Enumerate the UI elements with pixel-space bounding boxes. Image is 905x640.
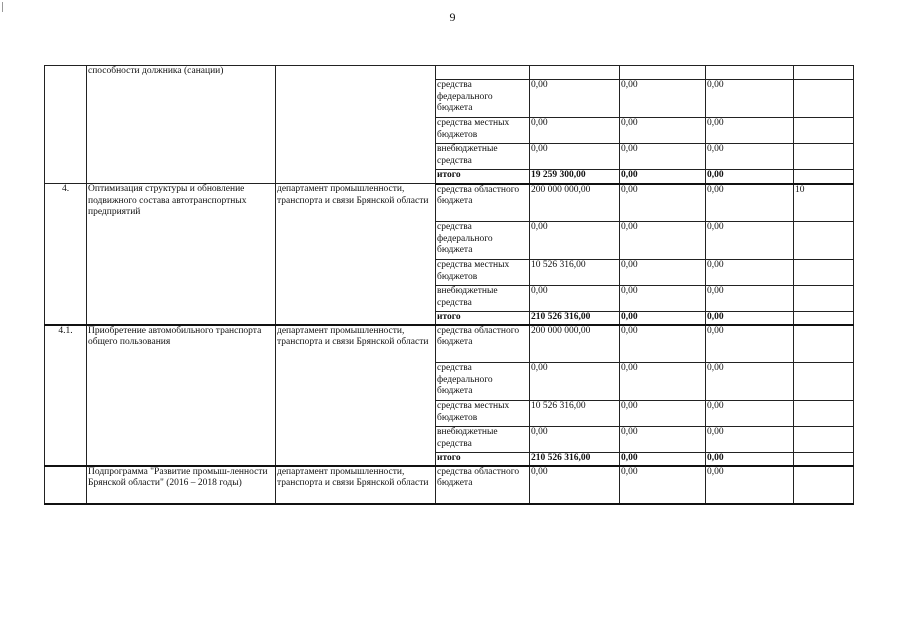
value-cell [794, 325, 854, 363]
funding-source: внебюджетные средства [436, 144, 530, 170]
value-cell: 0,00 [706, 222, 794, 260]
value-cell: 10 526 316,00 [530, 401, 620, 427]
value-cell: 10 526 316,00 [530, 260, 620, 286]
value-cell [794, 466, 854, 504]
funding-source: внебюджетные средства [436, 286, 530, 312]
value-cell: 0,00 [530, 118, 620, 144]
value-cell [794, 222, 854, 260]
row-number [45, 466, 87, 504]
value-cell: 0,00 [530, 427, 620, 453]
executor: департамент промышленности, транспорта и связи Брянской области [276, 325, 436, 466]
value-cell: 0,00 [706, 80, 794, 118]
value-cell: 0,00 [530, 144, 620, 170]
value-cell: 10 [794, 184, 854, 222]
total-value: 0,00 [706, 170, 794, 184]
row-number: 4. [45, 184, 87, 325]
value-cell: 0,00 [706, 260, 794, 286]
funding-source [436, 66, 530, 80]
funding-source: средства областного бюджета [436, 466, 530, 504]
value-cell [530, 66, 620, 80]
funding-source: средства федерального бюджета [436, 80, 530, 118]
executor: департамент промышленности, транспорта и связи Брянской области [276, 184, 436, 325]
table-row [45, 325, 854, 363]
funding-source: средства федерального бюджета [436, 222, 530, 260]
value-cell: 0,00 [620, 363, 706, 401]
value-cell: 0,00 [530, 363, 620, 401]
total-value: 0,00 [706, 312, 794, 325]
value-cell: 0,00 [530, 222, 620, 260]
value-cell: 0,00 [706, 401, 794, 427]
value-cell: 200 000 000,00 [530, 325, 620, 363]
value-cell [706, 66, 794, 80]
value-cell: 0,00 [620, 144, 706, 170]
value-cell: 0,00 [620, 80, 706, 118]
table-row [45, 466, 854, 504]
value-cell [794, 260, 854, 286]
total-label: итого [436, 312, 530, 325]
total-value: 210 526 316,00 [530, 453, 620, 466]
table-row [45, 184, 854, 222]
page-number: 9 [449, 10, 456, 24]
total-label: итого [436, 453, 530, 466]
value-cell: 200 000 000,00 [530, 184, 620, 222]
value-cell: 0,00 [706, 144, 794, 170]
row-number-cell [45, 66, 87, 184]
value-cell: 0,00 [530, 80, 620, 118]
value-cell: 0,00 [706, 118, 794, 144]
value-cell [794, 80, 854, 118]
total-value: 0,00 [620, 170, 706, 184]
table-row [45, 66, 854, 80]
total-value [794, 453, 854, 466]
funding-source: средства областного бюджета [436, 184, 530, 222]
value-cell: 0,00 [530, 466, 620, 504]
value-cell [794, 363, 854, 401]
value-cell: 0,00 [706, 325, 794, 363]
funding-source: средства федерального бюджета [436, 363, 530, 401]
total-value: 210 526 316,00 [530, 312, 620, 325]
value-cell [794, 144, 854, 170]
value-cell: 0,00 [706, 427, 794, 453]
total-value [794, 170, 854, 184]
funding-source: средства местных бюджетов [436, 260, 530, 286]
funding-source: средства областного бюджета [436, 325, 530, 363]
value-cell: 0,00 [530, 286, 620, 312]
value-cell: 0,00 [706, 286, 794, 312]
value-cell [794, 427, 854, 453]
total-value: 0,00 [706, 453, 794, 466]
value-cell [794, 286, 854, 312]
value-cell: 0,00 [706, 363, 794, 401]
value-cell: 0,00 [620, 401, 706, 427]
total-value [794, 312, 854, 325]
funding-source: средства местных бюджетов [436, 401, 530, 427]
value-cell: 0,00 [620, 222, 706, 260]
value-cell: 0,00 [620, 260, 706, 286]
budget-table [44, 65, 854, 505]
value-cell: 0,00 [706, 184, 794, 222]
total-label: итого [436, 170, 530, 184]
executor-cell [276, 66, 436, 184]
row-number: 4.1. [45, 325, 87, 466]
value-cell [794, 118, 854, 144]
total-value: 0,00 [620, 312, 706, 325]
subprogram-title: Подпрограмма "Развитие промыш-ленности Брянской области" (2016 – 2018 годы) [87, 466, 276, 504]
value-cell: 0,00 [620, 325, 706, 363]
executor: департамент промышленности, транспорта и связи Брянской области [276, 466, 436, 504]
funding-source: средства местных бюджетов [436, 118, 530, 144]
value-cell: 0,00 [620, 427, 706, 453]
measure-description: Оптимизация структуры и обновление подвижного состава автотранспортных предприятий [87, 184, 276, 325]
measure-description: Приобретение автомобильного транспорта общего пользования [87, 325, 276, 466]
total-value: 0,00 [620, 453, 706, 466]
value-cell [620, 66, 706, 80]
value-cell: 0,00 [620, 184, 706, 222]
measure-description: способности должника (санации) [87, 66, 276, 184]
value-cell: 0,00 [620, 286, 706, 312]
value-cell [794, 66, 854, 80]
value-cell: 0,00 [620, 118, 706, 144]
funding-source: внебюджетные средства [436, 427, 530, 453]
value-cell: 0,00 [706, 466, 794, 504]
value-cell [794, 401, 854, 427]
value-cell: 0,00 [620, 466, 706, 504]
total-value: 19 259 300,00 [530, 170, 620, 184]
